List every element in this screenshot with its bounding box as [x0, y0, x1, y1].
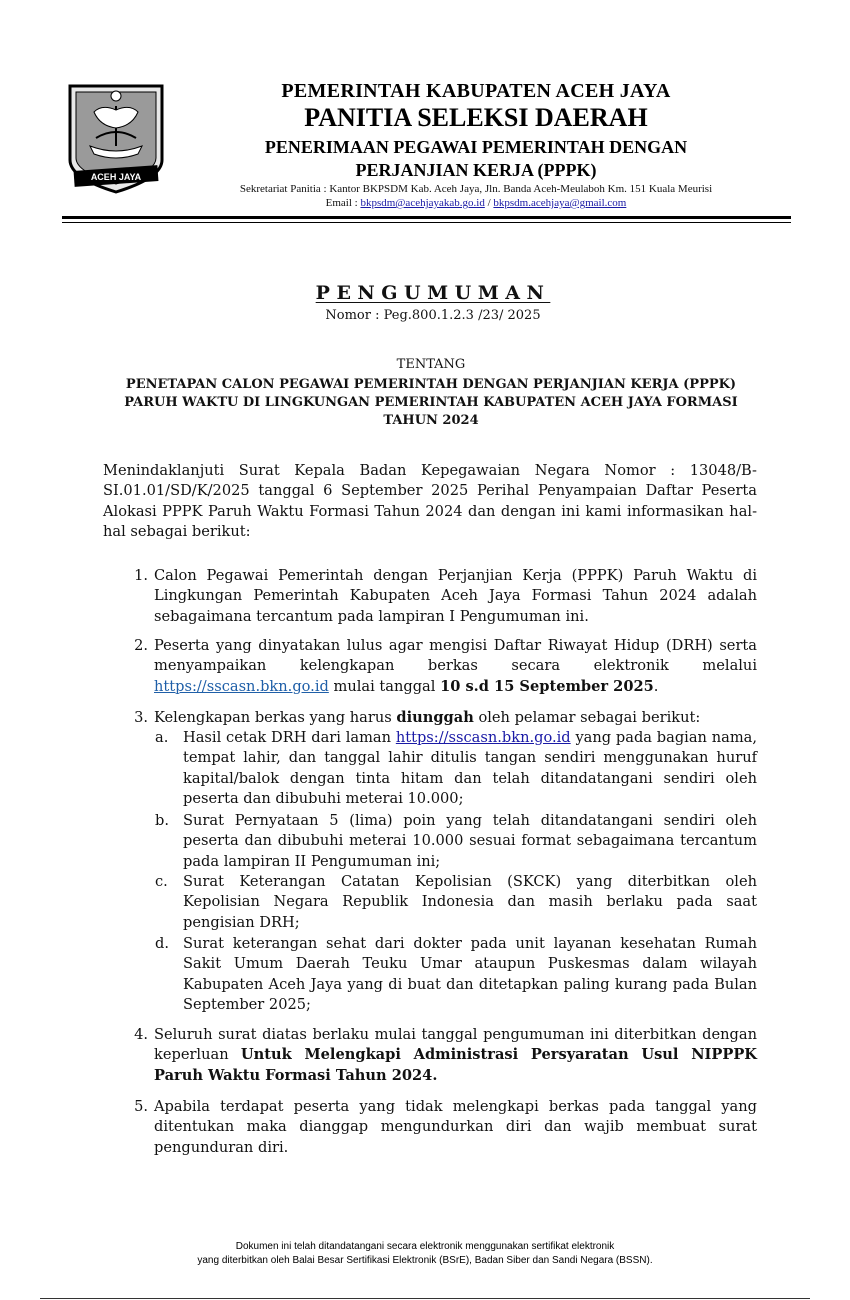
sscasn-link[interactable]: https://sscasn.bkn.go.id	[154, 677, 329, 695]
email-separator: /	[484, 197, 494, 209]
item-2-text-b: mulai tanggal	[328, 677, 441, 695]
sub-letter: d.	[155, 935, 169, 952]
item-2-text	[154, 636, 757, 697]
letterhead-government: PEMERINTAH KABUPATEN ACEH JAYA	[281, 80, 671, 102]
subject-line-2: PARUH WAKTU DI LINGKUNGAN PEMERINTAH KABUPATEN ACEH JAYA FORMASI	[124, 395, 738, 410]
item-2-text-a: Peserta yang dinyatakan lulus agar mengisi Daftar Riwayat Hidup (DRH) serta menyampaikan kelengkapan berkas secara elektronik melalui	[154, 637, 757, 675]
item-number: 5.	[134, 1098, 148, 1115]
item-2-dates: 10 s.d 15 September 2025	[440, 677, 654, 695]
document-number: Nomor : Peg.800.1.2.3 /23/ 2025	[325, 308, 541, 323]
item-number: 4.	[134, 1026, 148, 1043]
sub-item-a-text-1: Hasil cetak DRH dari laman	[183, 729, 396, 746]
sub-item-a-text-2: yang pada bagian nama, tempat lahir, dan tanggal lahir ditulis tangan sendiri menggunakan huruf kapital/balok dengan tinta hitam dan telah ditandatangani sendiri oleh peserta dan dibubuhi meterai 10.000;	[183, 729, 757, 808]
item-4-text-a: Seluruh surat diatas berlaku mulai tanggal pengumuman ini diterbitkan dengan keperluan	[154, 1026, 757, 1064]
letterhead-committee: PANITIA SELEKSI DAERAH	[304, 103, 648, 132]
document-subject	[96, 376, 766, 430]
item-3-text	[154, 708, 757, 728]
letterhead-email	[176, 197, 776, 209]
sscasn-link-drh[interactable]: https://sscasn.bkn.go.id	[395, 729, 571, 746]
logo-caption: ACEH JAYA	[90, 172, 142, 182]
item-3-text-a: Kelengkapan berkas yang harus	[154, 709, 397, 726]
footer-signature-note-1: Dokumen ini telah ditandatangani secara elektronik menggunakan sertifikat elektronik	[235, 1241, 615, 1252]
item-5-text: Apabila terdapat peserta yang tidak melengkapi berkas pada tanggal yang ditentukan maka dianggap mengundurkan diri dan wajib membuat surat pengunduran diri.	[154, 1098, 757, 1156]
email-link-2[interactable]: bkpsdm.acehjaya@gmail.com	[493, 197, 627, 209]
sub-letter: b.	[155, 812, 169, 829]
document-title: PENGUMUMAN	[315, 282, 551, 304]
letterhead-rule-thin	[62, 222, 791, 223]
letterhead-program-line2: PERJANJIAN KERJA (PPPK)	[355, 160, 597, 180]
sub-item-d: Surat keterangan sehat dari dokter pada unit layanan kesehatan Rumah Sakit Umum Daerah Teuku Umar ataupun Puskesmas dalam wilayah Kabupaten Aceh Jaya yang di buat dan ditetapkan paling kurang pada Bulan September 2025;	[183, 935, 757, 1014]
email-link-1[interactable]: bkpsdm@acehjayakab.go.id	[360, 197, 485, 209]
sub-letter: c.	[155, 873, 168, 890]
sub-letter: a.	[155, 729, 169, 746]
footer-rule	[40, 1298, 810, 1299]
aceh-jaya-logo	[66, 82, 166, 194]
subject-line-3: TAHUN 2024	[383, 413, 479, 428]
intro-paragraph: Menindaklanjuti Surat Kepala Badan Kepegawaian Negara Nomor : 13048/B-SI.01.01/SD/K/2025 tanggal 6 September 2025 Perihal Penyampaian Daftar Peserta Alokasi PPPK Paruh Waktu Formasi Tahun 2024 dan dengan ini kami informasikan hal-hal sebagai berikut:	[103, 462, 757, 541]
sub-item-b: Surat Pernyataan 5 (lima) poin yang telah ditandatangani sendiri oleh peserta dan dibubuhi meterai 10.000 sesuai format sebagaimana tercantum pada lampiran II Pengumuman ini;	[183, 812, 757, 870]
item-4-bold: Untuk Melengkapi Administrasi Persyaratan Usul NIPPPK Paruh Waktu Formasi Tahun 2024.	[154, 1046, 757, 1084]
subject-line-1: PENETAPAN CALON PEGAWAI PEMERINTAH DENGAN PERJANJIAN KERJA (PPPK)	[125, 377, 737, 392]
item-number: 3.	[134, 709, 148, 726]
item-4-text	[154, 1025, 757, 1086]
sub-item-a	[183, 728, 757, 810]
letterhead-secretariat: Sekretariat Panitia : Kantor BKPSDM Kab. Aceh Jaya, Jln. Banda Aceh-Meulaboh Km. 151 Kuala Meurisi	[239, 183, 713, 195]
item-2-text-c: .	[653, 677, 659, 695]
email-label: Email :	[325, 197, 361, 209]
letterhead-program-line1: PENERIMAAN PEGAWAI PEMERINTAH DENGAN	[264, 137, 688, 157]
sub-item-c: Surat Keterangan Catatan Kepolisian (SKCK) yang diterbitkan oleh Kepolisian Negara Republik Indonesia dan masih berlaku pada saat pengisian DRH;	[183, 873, 757, 931]
item-3-bold: diunggah	[396, 709, 474, 726]
footer-signature-note-2: yang diterbitkan oleh Balai Besar Sertifikasi Elektronik (BSrE), Badan Siber dan Sandi Negara (BSSN).	[197, 1255, 653, 1266]
item-1-text: Calon Pegawai Pemerintah dengan Perjanjian Kerja (PPPK) Paruh Waktu di Lingkungan Pemerintah Kabupaten Aceh Jaya Formasi Tahun 2024 adalah sebagaimana tercantum pada lampiran I Pengumuman ini.	[154, 567, 757, 625]
item-number: 2.	[134, 637, 148, 654]
about-label: TENTANG	[396, 357, 466, 372]
item-3-text-b: oleh pelamar sebagai berikut:	[473, 709, 701, 726]
letterhead-rule-thick	[62, 216, 791, 219]
item-number: 1.	[134, 567, 148, 584]
